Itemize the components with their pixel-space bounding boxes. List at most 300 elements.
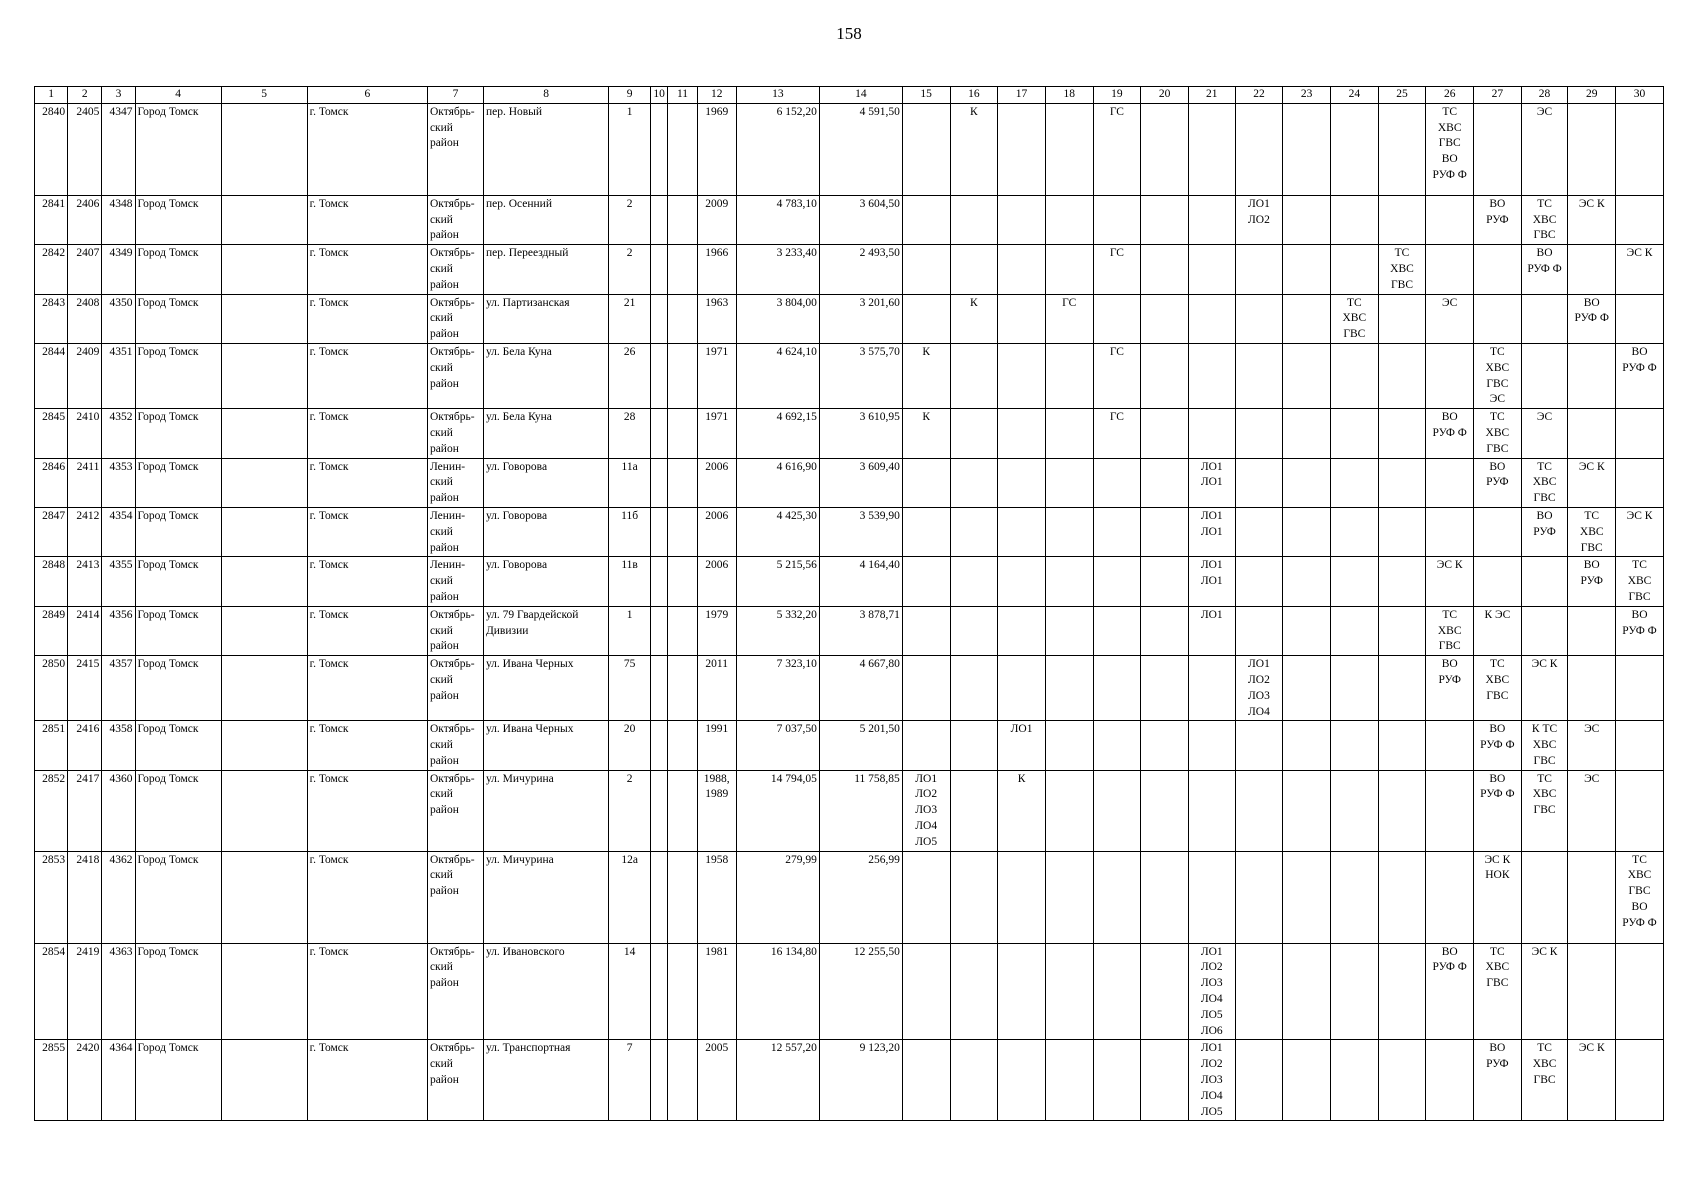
cell-settlement-type: [221, 656, 307, 721]
cell-municipality: Город Томск: [135, 343, 221, 408]
table-row: [35, 343, 1664, 408]
table-row: [35, 721, 1664, 770]
cell-record-sub-number: 2416: [68, 721, 102, 770]
cell-living-area: 3 539,90: [819, 507, 902, 556]
cell-col-24: [1330, 943, 1378, 1040]
cell-col-24: [1330, 458, 1378, 507]
cell-col-21: ЛО1 ЛО1: [1188, 557, 1235, 606]
cell-house-id: 4363: [102, 943, 135, 1040]
cell-col-30: ТС ХВС ГВС: [1616, 557, 1664, 606]
cell-col-15: [902, 1040, 950, 1121]
cell-col-18: [1045, 851, 1093, 943]
cell-col-30: ВО РУФ Ф: [1616, 606, 1664, 655]
cell-col-19: [1093, 195, 1141, 244]
cell-settlement-type: [221, 770, 307, 851]
cell-living-area: 12 255,50: [819, 943, 902, 1040]
cell-col-22: [1235, 721, 1283, 770]
cell-col-23: [1283, 409, 1331, 458]
cell-col-25: [1378, 656, 1426, 721]
cell-municipality: Город Томск: [135, 245, 221, 294]
table-row: [35, 409, 1664, 458]
cell-build-year: 1988, 1989: [697, 770, 736, 851]
cell-record-number: 2842: [35, 245, 68, 294]
cell-col-16: [950, 943, 998, 1040]
cell-col-24: [1330, 103, 1378, 195]
cell-district: Октябрь- ский район: [427, 721, 483, 770]
cell-col-20: [1141, 195, 1189, 244]
cell-record-number: 2850: [35, 656, 68, 721]
cell-col-22: [1235, 343, 1283, 408]
cell-col-20: [1141, 409, 1189, 458]
cell-col-26: [1426, 507, 1474, 556]
cell-living-area: 9 123,20: [819, 1040, 902, 1121]
cell-col-18: [1045, 770, 1093, 851]
cell-col-26: [1426, 343, 1474, 408]
table-row: [35, 851, 1664, 943]
cell-col-22: [1235, 1040, 1283, 1121]
cell-settlement: г. Томск: [307, 294, 427, 343]
cell-col-20: [1141, 770, 1189, 851]
cell-col-27: [1474, 103, 1522, 195]
column-header-14: 14: [819, 87, 902, 104]
cell-col-11: [668, 458, 697, 507]
cell-living-area: 4 667,80: [819, 656, 902, 721]
column-header-7: 7: [427, 87, 483, 104]
cell-col-23: [1283, 656, 1331, 721]
cell-living-area: 5 201,50: [819, 721, 902, 770]
cell-col-23: [1283, 343, 1331, 408]
cell-col-10: [650, 770, 668, 851]
cell-col-18: [1045, 507, 1093, 556]
cell-build-year: 2006: [697, 557, 736, 606]
cell-total-area: 4 624,10: [736, 343, 819, 408]
cell-record-number: 2848: [35, 557, 68, 606]
cell-total-area: 4 692,15: [736, 409, 819, 458]
cell-total-area: 4 425,30: [736, 507, 819, 556]
cell-build-year: 2006: [697, 507, 736, 556]
cell-col-29: [1568, 409, 1616, 458]
cell-house-number: 11б: [609, 507, 650, 556]
cell-district: Октябрь- ский район: [427, 943, 483, 1040]
cell-record-sub-number: 2408: [68, 294, 102, 343]
cell-col-23: [1283, 507, 1331, 556]
table-row: [35, 943, 1664, 1040]
cell-col-30: [1616, 943, 1664, 1040]
cell-record-sub-number: 2420: [68, 1040, 102, 1121]
table-row: [35, 557, 1664, 606]
cell-col-20: [1141, 943, 1189, 1040]
cell-col-10: [650, 606, 668, 655]
cell-house-id: 4358: [102, 721, 135, 770]
cell-col-19: ГС: [1093, 103, 1141, 195]
column-header-1: 1: [35, 87, 68, 104]
table-body: [35, 103, 1664, 1121]
column-header-8: 8: [483, 87, 608, 104]
cell-record-number: 2852: [35, 770, 68, 851]
cell-col-11: [668, 557, 697, 606]
cell-col-17: [998, 409, 1046, 458]
cell-record-sub-number: 2405: [68, 103, 102, 195]
cell-col-25: [1378, 195, 1426, 244]
cell-district: Октябрь- ский район: [427, 343, 483, 408]
cell-col-11: [668, 343, 697, 408]
cell-col-24: [1330, 851, 1378, 943]
cell-settlement: г. Томск: [307, 195, 427, 244]
cell-col-28: ВО РУФ Ф: [1521, 245, 1568, 294]
cell-col-17: [998, 1040, 1046, 1121]
cell-municipality: Город Томск: [135, 606, 221, 655]
cell-build-year: 1979: [697, 606, 736, 655]
column-header-10: 10: [650, 87, 668, 104]
cell-col-21: [1188, 851, 1235, 943]
cell-col-22: [1235, 245, 1283, 294]
cell-col-15: [902, 507, 950, 556]
cell-build-year: 1971: [697, 343, 736, 408]
cell-col-11: [668, 507, 697, 556]
cell-col-26: [1426, 1040, 1474, 1121]
cell-municipality: Город Томск: [135, 195, 221, 244]
cell-col-29: [1568, 103, 1616, 195]
cell-district: Октябрь- ский район: [427, 294, 483, 343]
cell-district: Ленин- ский район: [427, 557, 483, 606]
cell-record-sub-number: 2411: [68, 458, 102, 507]
cell-street: ул. Транспортная: [483, 1040, 608, 1121]
cell-col-20: [1141, 851, 1189, 943]
cell-municipality: Город Томск: [135, 458, 221, 507]
cell-record-number: 2844: [35, 343, 68, 408]
column-header-30: 30: [1616, 87, 1664, 104]
cell-district: Ленин- ский район: [427, 458, 483, 507]
cell-col-19: [1093, 943, 1141, 1040]
cell-street: ул. Ивановского: [483, 943, 608, 1040]
cell-house-number: 7: [609, 1040, 650, 1121]
cell-build-year: 1971: [697, 409, 736, 458]
cell-col-17: ЛО1: [998, 721, 1046, 770]
cell-col-27: ЭС К НОК: [1474, 851, 1522, 943]
cell-district: Ленин- ский район: [427, 507, 483, 556]
cell-col-25: [1378, 458, 1426, 507]
cell-build-year: 1963: [697, 294, 736, 343]
cell-col-16: [950, 557, 998, 606]
cell-col-10: [650, 507, 668, 556]
cell-total-area: 12 557,20: [736, 1040, 819, 1121]
cell-col-11: [668, 294, 697, 343]
table-row: [35, 103, 1664, 195]
cell-col-17: [998, 557, 1046, 606]
cell-house-id: 4356: [102, 606, 135, 655]
cell-col-18: [1045, 557, 1093, 606]
cell-house-id: 4355: [102, 557, 135, 606]
cell-settlement: г. Томск: [307, 943, 427, 1040]
cell-settlement: г. Томск: [307, 343, 427, 408]
cell-col-21: [1188, 409, 1235, 458]
column-header-4: 4: [135, 87, 221, 104]
cell-col-15: [902, 245, 950, 294]
cell-col-22: [1235, 606, 1283, 655]
cell-col-30: [1616, 103, 1664, 195]
cell-house-number: 21: [609, 294, 650, 343]
cell-col-23: [1283, 721, 1331, 770]
cell-col-23: [1283, 943, 1331, 1040]
cell-col-23: [1283, 103, 1331, 195]
cell-col-11: [668, 409, 697, 458]
cell-living-area: 11 758,85: [819, 770, 902, 851]
cell-col-17: [998, 458, 1046, 507]
cell-total-area: 6 152,20: [736, 103, 819, 195]
cell-settlement-type: [221, 195, 307, 244]
cell-district: Октябрь- ский район: [427, 103, 483, 195]
cell-col-11: [668, 195, 697, 244]
cell-col-21: ЛО1 ЛО1: [1188, 458, 1235, 507]
cell-street: ул. Ивана Черных: [483, 721, 608, 770]
column-header-18: 18: [1045, 87, 1093, 104]
cell-col-21: [1188, 294, 1235, 343]
cell-street: ул. Бела Куна: [483, 343, 608, 408]
cell-col-19: [1093, 1040, 1141, 1121]
cell-col-20: [1141, 458, 1189, 507]
cell-house-id: 4348: [102, 195, 135, 244]
cell-total-area: 3 804,00: [736, 294, 819, 343]
cell-settlement-type: [221, 721, 307, 770]
table-row: [35, 458, 1664, 507]
cell-total-area: 14 794,05: [736, 770, 819, 851]
cell-col-26: ВО РУФ: [1426, 656, 1474, 721]
cell-total-area: 7 037,50: [736, 721, 819, 770]
cell-col-23: [1283, 770, 1331, 851]
cell-record-number: 2855: [35, 1040, 68, 1121]
cell-col-28: [1521, 557, 1568, 606]
cell-col-27: ВО РУФ: [1474, 195, 1522, 244]
cell-house-id: 4347: [102, 103, 135, 195]
cell-col-29: [1568, 245, 1616, 294]
cell-col-15: [902, 294, 950, 343]
cell-settlement-type: [221, 943, 307, 1040]
cell-district: Октябрь- ский район: [427, 1040, 483, 1121]
cell-col-27: ТС ХВС ГВС ЭС: [1474, 343, 1522, 408]
cell-col-28: [1521, 343, 1568, 408]
cell-col-18: [1045, 656, 1093, 721]
cell-settlement-type: [221, 458, 307, 507]
cell-col-10: [650, 721, 668, 770]
cell-house-number: 1: [609, 103, 650, 195]
cell-record-sub-number: 2410: [68, 409, 102, 458]
cell-col-10: [650, 294, 668, 343]
cell-col-29: ВО РУФ: [1568, 557, 1616, 606]
cell-col-25: [1378, 294, 1426, 343]
cell-house-id: 4351: [102, 343, 135, 408]
cell-col-22: [1235, 458, 1283, 507]
cell-settlement-type: [221, 851, 307, 943]
column-header-25: 25: [1378, 87, 1426, 104]
cell-col-27: ТС ХВС ГВС: [1474, 409, 1522, 458]
cell-col-25: [1378, 943, 1426, 1040]
cell-total-area: 3 233,40: [736, 245, 819, 294]
cell-col-16: К: [950, 294, 998, 343]
cell-col-25: [1378, 721, 1426, 770]
cell-col-18: [1045, 606, 1093, 655]
cell-col-24: [1330, 343, 1378, 408]
cell-record-sub-number: 2414: [68, 606, 102, 655]
cell-col-30: [1616, 458, 1664, 507]
cell-col-24: [1330, 507, 1378, 556]
cell-col-15: [902, 943, 950, 1040]
cell-col-21: [1188, 195, 1235, 244]
cell-record-number: 2849: [35, 606, 68, 655]
cell-col-29: ЭС К: [1568, 458, 1616, 507]
cell-total-area: 16 134,80: [736, 943, 819, 1040]
cell-col-29: ЭС: [1568, 721, 1616, 770]
cell-col-28: ТС ХВС ГВС: [1521, 1040, 1568, 1121]
cell-record-sub-number: 2406: [68, 195, 102, 244]
cell-col-10: [650, 557, 668, 606]
cell-col-21: ЛО1: [1188, 606, 1235, 655]
cell-col-18: [1045, 343, 1093, 408]
cell-col-20: [1141, 245, 1189, 294]
cell-col-16: [950, 1040, 998, 1121]
cell-municipality: Город Томск: [135, 721, 221, 770]
cell-col-17: [998, 294, 1046, 343]
cell-col-11: [668, 606, 697, 655]
cell-col-11: [668, 851, 697, 943]
cell-col-15: [902, 195, 950, 244]
cell-living-area: 3 575,70: [819, 343, 902, 408]
cell-col-11: [668, 1040, 697, 1121]
cell-col-28: ЭС К: [1521, 943, 1568, 1040]
cell-col-10: [650, 195, 668, 244]
cell-house-id: 4357: [102, 656, 135, 721]
cell-house-number: 1: [609, 606, 650, 655]
column-header-17: 17: [998, 87, 1046, 104]
cell-col-18: [1045, 195, 1093, 244]
cell-col-22: [1235, 851, 1283, 943]
cell-col-21: [1188, 245, 1235, 294]
cell-house-number: 14: [609, 943, 650, 1040]
cell-col-19: [1093, 458, 1141, 507]
cell-col-11: [668, 943, 697, 1040]
cell-build-year: 1966: [697, 245, 736, 294]
cell-build-year: 2009: [697, 195, 736, 244]
cell-col-28: ЭС К: [1521, 656, 1568, 721]
cell-col-24: [1330, 770, 1378, 851]
column-header-22: 22: [1235, 87, 1283, 104]
cell-living-area: 4 164,40: [819, 557, 902, 606]
cell-col-23: [1283, 1040, 1331, 1121]
cell-col-26: ВО РУФ Ф: [1426, 943, 1474, 1040]
cell-col-19: ГС: [1093, 343, 1141, 408]
cell-col-28: [1521, 294, 1568, 343]
cell-house-id: 4362: [102, 851, 135, 943]
cell-living-area: 4 591,50: [819, 103, 902, 195]
cell-settlement: г. Томск: [307, 656, 427, 721]
cell-col-28: ВО РУФ: [1521, 507, 1568, 556]
cell-living-area: 3 201,60: [819, 294, 902, 343]
cell-col-26: [1426, 851, 1474, 943]
cell-build-year: 1981: [697, 943, 736, 1040]
cell-col-23: [1283, 851, 1331, 943]
cell-col-18: [1045, 458, 1093, 507]
cell-record-number: 2851: [35, 721, 68, 770]
cell-house-number: 75: [609, 656, 650, 721]
cell-col-22: [1235, 507, 1283, 556]
cell-col-28: ЭС: [1521, 103, 1568, 195]
cell-col-21: ЛО1 ЛО2 ЛО3 ЛО4 ЛО5: [1188, 1040, 1235, 1121]
cell-col-19: [1093, 770, 1141, 851]
cell-record-sub-number: 2413: [68, 557, 102, 606]
cell-col-20: [1141, 721, 1189, 770]
cell-settlement: г. Томск: [307, 507, 427, 556]
cell-street: ул. Ивана Черных: [483, 656, 608, 721]
cell-col-10: [650, 943, 668, 1040]
cell-record-sub-number: 2409: [68, 343, 102, 408]
cell-settlement: г. Томск: [307, 103, 427, 195]
cell-total-area: 4 783,10: [736, 195, 819, 244]
cell-total-area: 5 215,56: [736, 557, 819, 606]
cell-col-16: [950, 458, 998, 507]
cell-record-number: 2853: [35, 851, 68, 943]
cell-col-19: [1093, 656, 1141, 721]
cell-build-year: 1958: [697, 851, 736, 943]
cell-col-29: ЭС К: [1568, 1040, 1616, 1121]
cell-record-sub-number: 2407: [68, 245, 102, 294]
cell-build-year: 2005: [697, 1040, 736, 1121]
cell-settlement-type: [221, 103, 307, 195]
cell-living-area: 3 610,95: [819, 409, 902, 458]
cell-record-sub-number: 2418: [68, 851, 102, 943]
cell-col-23: [1283, 557, 1331, 606]
cell-house-number: 28: [609, 409, 650, 458]
cell-municipality: Город Томск: [135, 294, 221, 343]
cell-settlement: г. Томск: [307, 1040, 427, 1121]
column-header-26: 26: [1426, 87, 1474, 104]
cell-col-17: [998, 851, 1046, 943]
cell-col-25: [1378, 409, 1426, 458]
column-header-13: 13: [736, 87, 819, 104]
cell-col-10: [650, 103, 668, 195]
cell-col-16: [950, 195, 998, 244]
cell-col-24: [1330, 721, 1378, 770]
cell-col-26: ВО РУФ Ф: [1426, 409, 1474, 458]
cell-municipality: Город Томск: [135, 943, 221, 1040]
cell-col-16: [950, 721, 998, 770]
cell-col-28: ТС ХВС ГВС: [1521, 195, 1568, 244]
cell-house-number: 20: [609, 721, 650, 770]
cell-col-30: ТС ХВС ГВС ВО РУФ Ф: [1616, 851, 1664, 943]
cell-municipality: Город Томск: [135, 770, 221, 851]
cell-house-number: 2: [609, 770, 650, 851]
cell-build-year: 1969: [697, 103, 736, 195]
cell-house-id: 4353: [102, 458, 135, 507]
cell-col-25: [1378, 557, 1426, 606]
column-header-9: 9: [609, 87, 650, 104]
cell-col-30: [1616, 409, 1664, 458]
cell-col-29: ЭС: [1568, 770, 1616, 851]
cell-col-25: [1378, 103, 1426, 195]
cell-record-number: 2840: [35, 103, 68, 195]
cell-build-year: 2006: [697, 458, 736, 507]
cell-col-17: [998, 943, 1046, 1040]
cell-col-16: [950, 245, 998, 294]
cell-record-number: 2847: [35, 507, 68, 556]
cell-settlement-type: [221, 343, 307, 408]
cell-district: Октябрь- ский район: [427, 851, 483, 943]
table-row: [35, 294, 1664, 343]
cell-col-27: [1474, 245, 1522, 294]
cell-living-area: 3 604,50: [819, 195, 902, 244]
cell-col-19: [1093, 721, 1141, 770]
cell-col-22: ЛО1 ЛО2: [1235, 195, 1283, 244]
cell-district: Октябрь- ский район: [427, 245, 483, 294]
cell-col-17: [998, 507, 1046, 556]
